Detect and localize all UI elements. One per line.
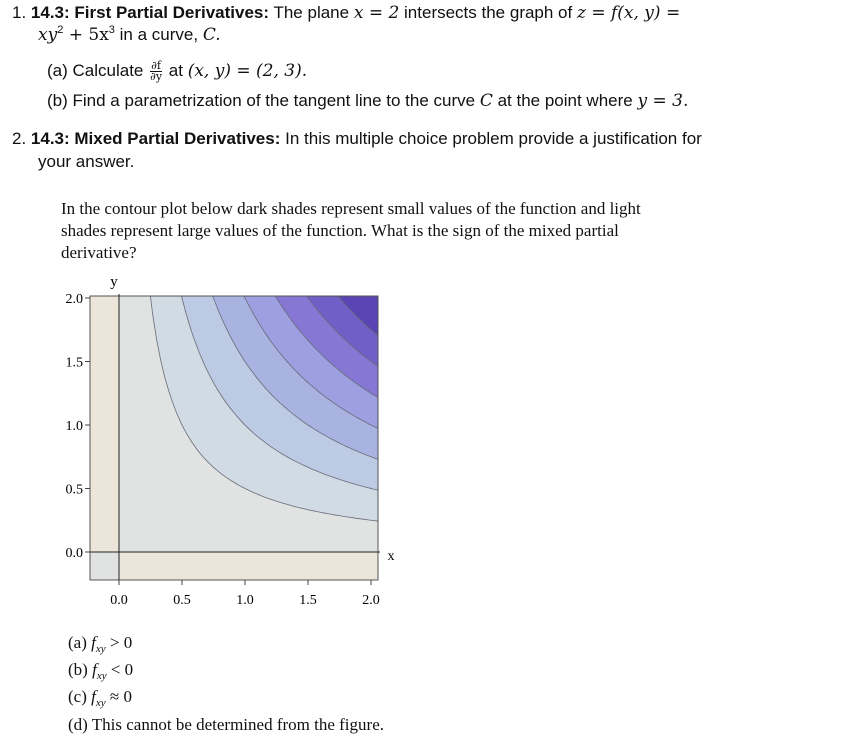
choice-b-label: (b) [68, 660, 88, 679]
x-tick-label-2: 1.0 [236, 593, 254, 608]
part-b-curve: C [479, 91, 493, 111]
part-b-label: (b) [47, 91, 68, 110]
problem-1-heading: 14.3: First Partial Derivatives: [30, 3, 270, 22]
fraction-numerator: ∂f [151, 59, 161, 73]
fraction-denominator: ∂y [150, 70, 163, 84]
choice-a-rel: > 0 [105, 633, 133, 652]
choice-d[interactable] [68, 714, 384, 736]
x-tick-label-1: 0.5 [173, 593, 191, 608]
part-b-text-2: at the point where [497, 91, 633, 110]
choice-a[interactable] [68, 632, 132, 660]
problem-1-number: 1. [12, 3, 27, 22]
y-tick-label-0: 2.0 [65, 292, 83, 307]
choice-a-sub: xy [95, 643, 106, 655]
part-a-point: (x, y) = (2, 3). [187, 61, 308, 81]
x-axis-label: x [387, 549, 395, 564]
choice-c[interactable] [68, 686, 132, 714]
choice-a-f: f [91, 633, 96, 652]
plot-corner-fill [90, 552, 119, 580]
graph-equation-lhs: z = f(x, y) = [576, 3, 681, 23]
problem-2-intro-2: your answer. [38, 152, 135, 171]
part-a-label: (a) [47, 61, 68, 80]
y-tick-label-1: 1.5 [65, 355, 83, 371]
choice-b[interactable] [68, 659, 133, 687]
problem-1-intro-c: in a curve, [119, 25, 199, 44]
choice-c-f: f [91, 687, 96, 706]
choice-b-f: f [92, 660, 97, 679]
description-line-1: In the contour plot below dark shades represent small values of the function and light [61, 199, 641, 218]
graph-exponent-2: 3 [108, 24, 115, 36]
choice-c-label: (c) [68, 687, 87, 706]
graph-equation-rhs-a: xy [38, 25, 58, 45]
choice-a-label: (a) [68, 633, 87, 652]
part-b-text: Find a parametrization of the tangent line to the curve [72, 91, 476, 110]
problem-2-heading: 14.3: Mixed Partial Derivatives: [30, 129, 281, 148]
y-tick-label-3: 0.5 [65, 482, 83, 498]
x-tick-label-3: 1.5 [299, 593, 317, 608]
y-tick-label-4: 0.0 [65, 546, 83, 561]
problem-1-intro-a: The plane [273, 3, 350, 22]
y-axis-label: y [110, 274, 118, 290]
curve-name: C. [202, 25, 221, 45]
choice-d-label: (d) [68, 715, 88, 734]
problem-2-number: 2. [12, 129, 27, 148]
problem-1-intro-b: intersects the graph of [404, 3, 573, 22]
graph-equation-rhs-b: + 5x [63, 25, 109, 45]
problem-2-intro: In this multiple choice problem provide a justification for [285, 129, 702, 148]
x-tick-label-0: 0.0 [110, 593, 128, 608]
choice-c-rel: ≈ 0 [105, 687, 132, 706]
description-line-3: derivative? [61, 243, 137, 262]
x-tick-label-4: 2.0 [362, 593, 380, 608]
description-line-2: shades represent large values of the function. What is the sign of the mixed partial [61, 221, 619, 240]
choice-b-sub: xy [96, 670, 107, 682]
choice-c-sub: xy [95, 697, 106, 709]
part-a-text: Calculate [72, 61, 144, 80]
choice-b-rel: < 0 [106, 660, 134, 679]
part-b-condition: y = 3. [637, 91, 689, 111]
plane-equation: x = 2 [353, 3, 400, 23]
choice-d-text: This cannot be determined from the figure. [91, 715, 384, 734]
part-a-at: at [168, 61, 183, 80]
graph-exponent-1: 2 [57, 24, 64, 36]
y-tick-label-2: 1.0 [65, 419, 83, 434]
